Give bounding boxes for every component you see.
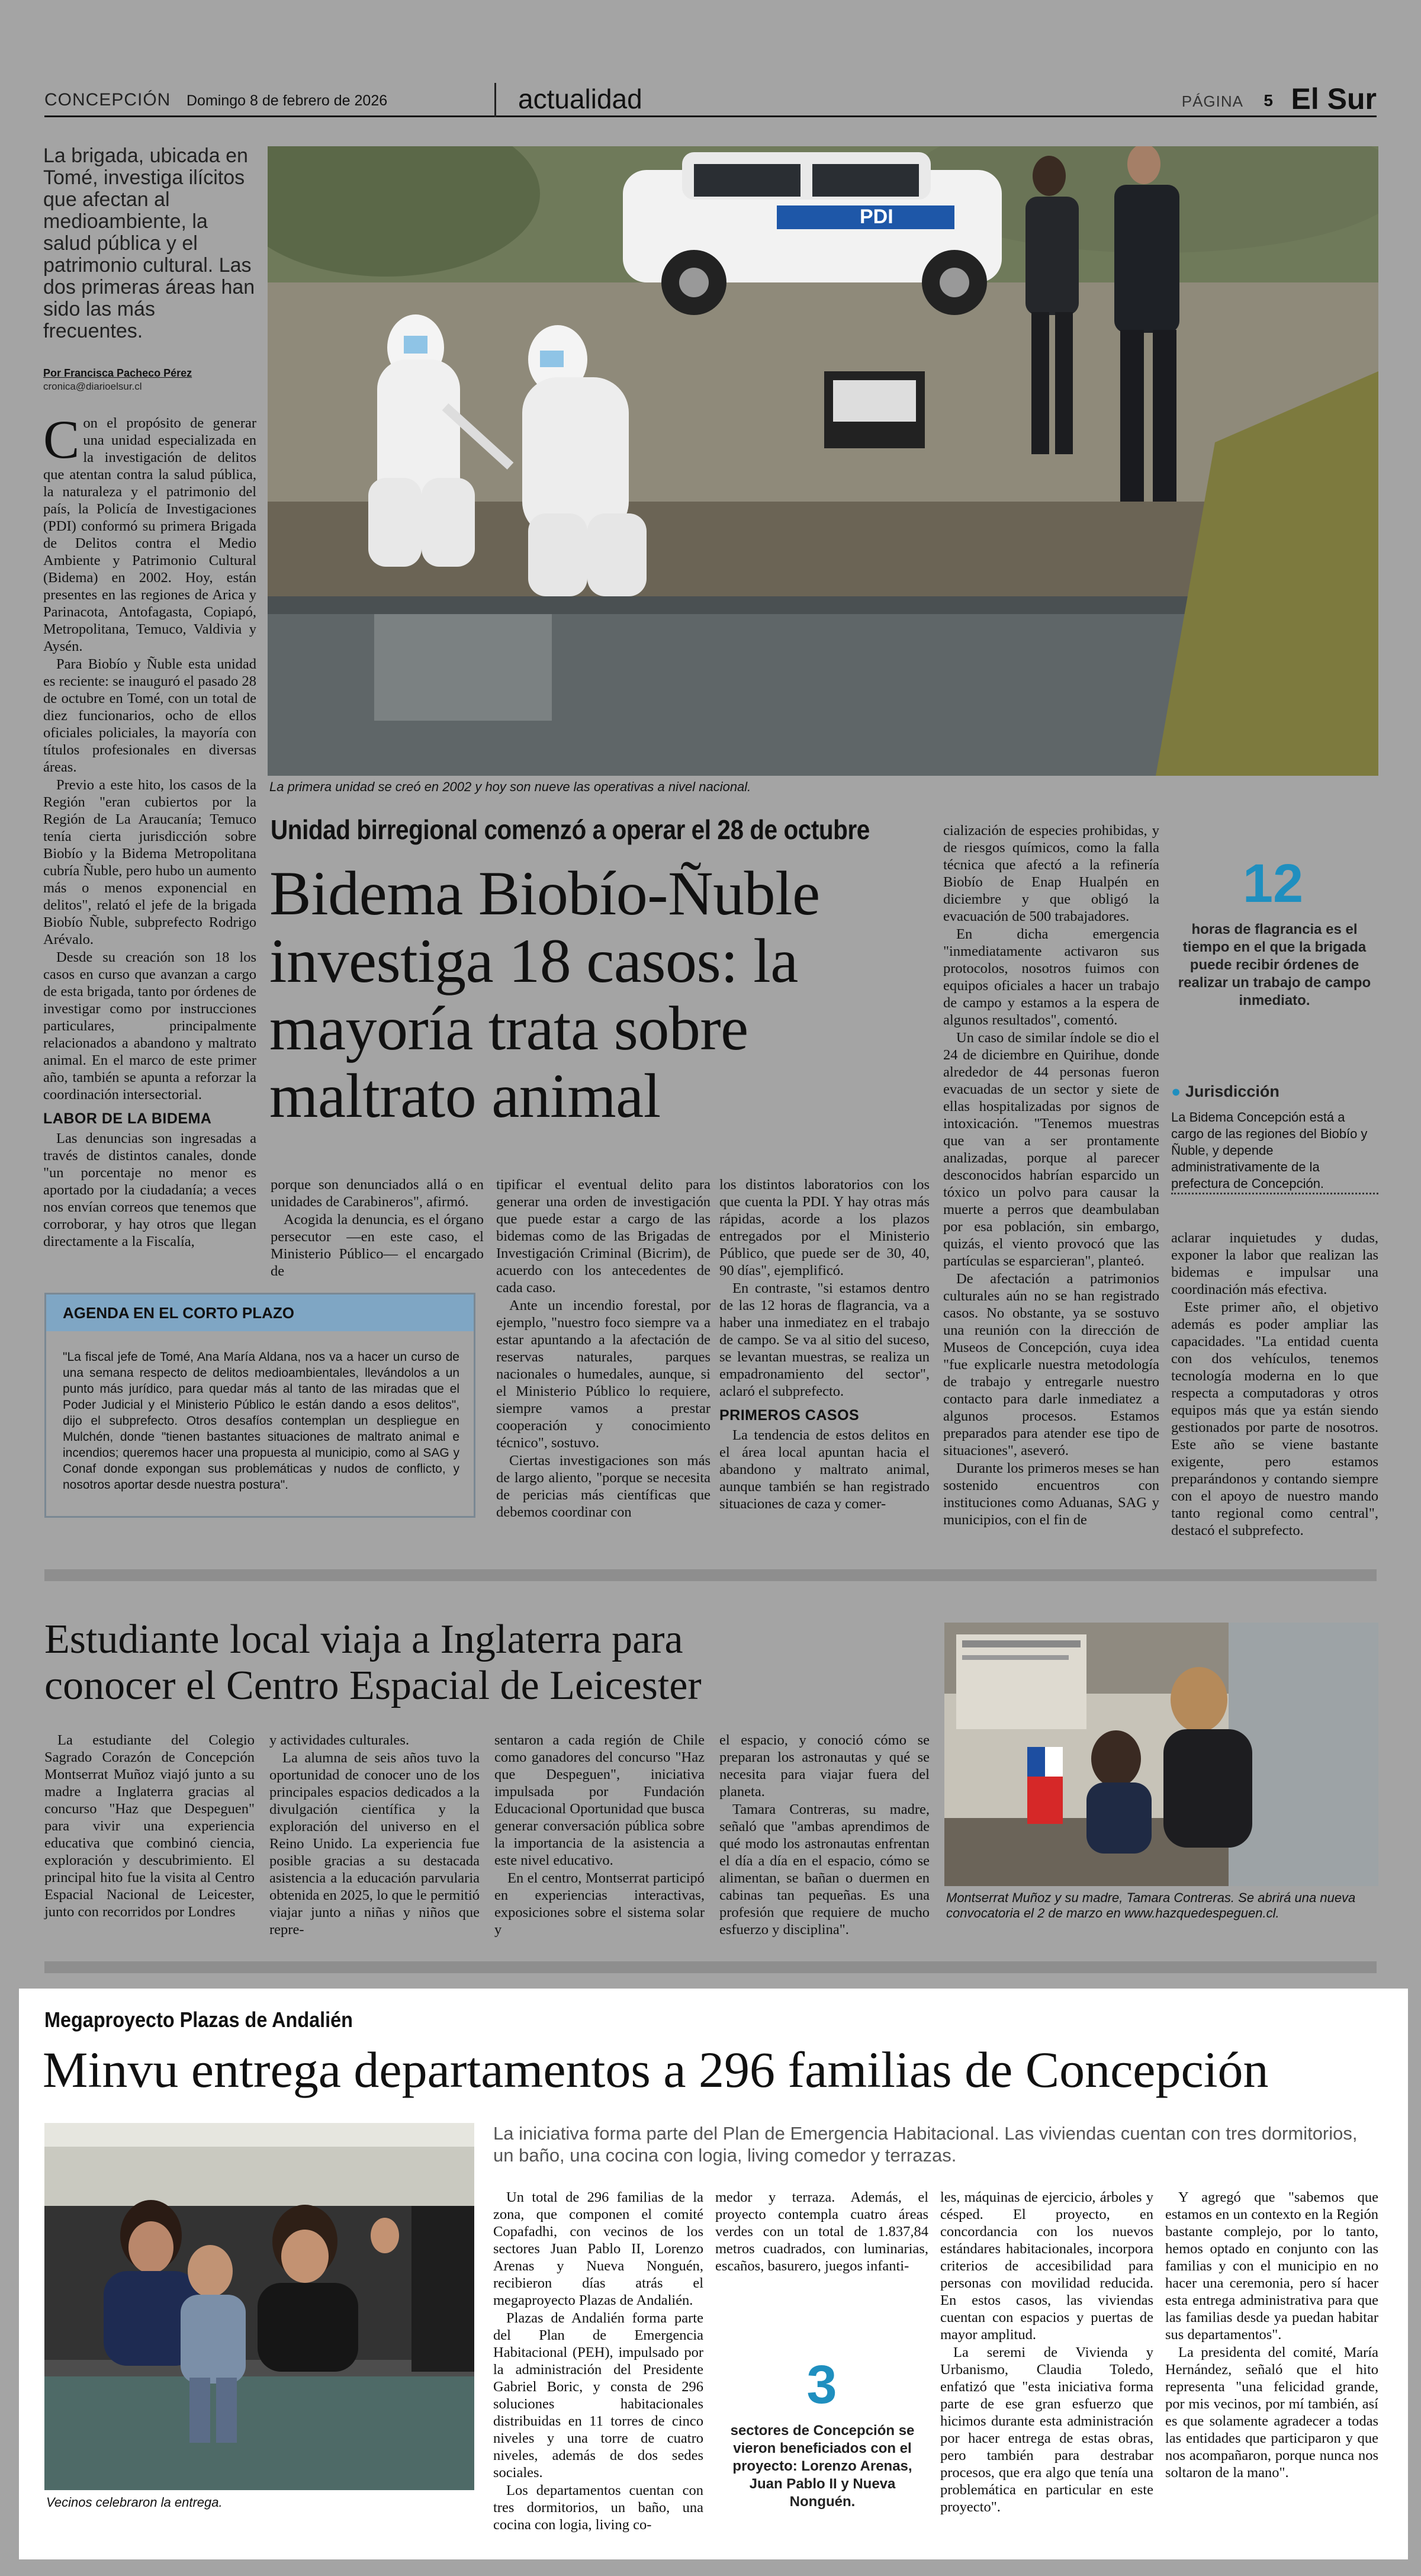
article2-column-2: y actividades culturales. La alumna de seis años tuvo la oportunidad de conocer uno de los principales espacios dedicados a la divulgación científica y la exploración del universo en el Reino Unido. La experiencia fue posible gracias a su destacada asistencia a la educación parvularia obtenida en 2025, lo que le permitió viajar junto a niñas y niños que repre-	[269, 1732, 480, 1938]
page-number: 5	[1264, 91, 1273, 110]
bullet-icon: ●	[1171, 1083, 1181, 1100]
main-photo	[268, 146, 1378, 776]
stat-number-12: 12	[1242, 853, 1304, 914]
masthead	[44, 82, 1377, 117]
jurisdiction-heading: ● Jurisdicción	[1171, 1083, 1279, 1100]
article2-title: Estudiante local viaja a Inglaterra para conocer el Centro Espacial de Leicester	[44, 1617, 702, 1708]
article3-title: Minvu entrega departamentos a 296 familias de Concepción	[43, 2041, 1269, 2098]
article3-column-4: Y agregó que "sabemos que estamos en un contexto en la Región bastante complejo, por lo tanto, hemos optado en conjunto con las familias y con el municipio en no hacer una ceremonia, pero sí hacer esta entrega administrativa para que las familias desde ya puedan habitar sus departamentos". La presidenta del comité, María Hernández, señaló que el hito representa "una felicidad grande, por mis vecinos, por mí también, así es que solamente agradecer a todas las entidades que participaron y que nos acompañaron, porque nunca nos soltaron de la mano".	[1165, 2189, 1378, 2481]
subhead-primeros: PRIMEROS CASOS	[719, 1407, 860, 1424]
section-divider-1	[44, 1569, 1377, 1581]
agenda-text: "La fiscal jefe de Tomé, Ana María Aldana, nos va a hacer un curso de una semana respecto de delitos medioambientales, llevándolos a un punto más jurídico, para quedar más al tanto de las miradas que el Poder Judicial y el Ministerio Público le están dando a esos delitos", dijo el subprefecto. Otros desafíos contemplan un despliegue en Mulchén, donde "tienen bastantes situaciones de maltrato animal e incendios; queremos hacer una propuesta al municipio, como al SAG y Conaf donde expongan sus problemáticas y nudos de conflicto, y nosotros aportar desde nuestra postura".	[63, 1350, 459, 1492]
article2-photo	[944, 1623, 1378, 1886]
main-photo-caption: La primera unidad se creó en 2002 y hoy son nueve las operativas a nivel nacional.	[269, 779, 751, 794]
article2-column-1: La estudiante del Colegio Sagrado Corazón de Concepción Montserrat Muñoz viajó junto a su madre a Inglaterra gracias al concurso "Haz que Despeguen" para vivir una experiencia educativa que combinó ciencia, exploración y descubrimiento. El principal hito fue la visita al Centro Espacial Nacional de Leicester, junto con recorridos por Londres	[44, 1732, 255, 1920]
svg-text:PDI: PDI	[860, 205, 893, 228]
article3-column-3: les, máquinas de ejercicio, árboles y césped. El proyecto, en concordancia con los nuevos estándares habitacionales, incorpora criterios de accesibilidad para personas con movilidad reducida. En estos casos, las viviendas cuentan con espacios y puertas de mayor amplitud. La seremi de Vivienda y Urbanismo, Claudia Toledo, enfatizó que "esta iniciativa forma parte de ese gran esfuerzo que hicimos durante esta administración por hacer entrega de estas obras, pero también para destrabar procesos, que era algo que tenía una problemática en particular en este proyecto".	[940, 2189, 1153, 2515]
article1-kicker: Unidad birregional comenzó a operar el 28 de octubre	[271, 814, 870, 845]
article2-column-4: el espacio, y conoció cómo se preparan los astronautas y qué se necesita para viajar fuera del planeta. Tamara Contreras, su madre, señaló que "ambas aprendimos de qué modo los astronautas enfrentan el día a día en el espacio, cómo se alimentan, se bañan o duermen en cabinas tan pequeñas. Es una profesión que requiere de mucho esfuerzo y disciplina".	[719, 1732, 930, 1938]
drop-cap: C	[43, 409, 80, 470]
agenda-box	[44, 1293, 475, 1518]
masthead-date: Domingo 8 de febrero de 2026	[187, 92, 388, 109]
article3-photo-caption: Vecinos celebraron la entrega.	[46, 2495, 223, 2510]
agenda-title: AGENDA EN EL CORTO PLAZO	[46, 1295, 474, 1331]
section-name: actualidad	[518, 83, 642, 114]
article2-photo-caption: Montserrat Muñoz y su madre, Tamara Contreras. Se abrirá una nueva convocatoria el 2 de marzo en www.hazquedespeguen.cl.	[946, 1890, 1356, 1920]
article3-kicker: Megaproyecto Plazas de Andalién	[44, 2008, 353, 2032]
article1-column-6: aclarar inquietudes y dudas, exponer la labor que realizan las bidemas e impulsar una coordinación más efectiva. Este primer año, el objetivo además es poder ampliar las capacidades. "La entidad cuenta con dos vehículos, tenemos tecnología moderna en lo que respecta a computadoras y otros equipos más que ya están siendo gestionados por parte de nosotros. Este año se viene bastante exigente, pero estamos preparándonos y contando siempre con el apoyo de nuestro mando tanto regional como central", destacó el subprefecto.	[1171, 1230, 1378, 1538]
masthead-divider	[494, 83, 496, 117]
byline-email: cronica@diarioelsur.cl	[43, 381, 142, 392]
page-label: PÁGINA	[1181, 92, 1243, 110]
article3-column-2: medor y terraza. Además, el proyecto contempla cuatro áreas verdes con un total de 1.837,84 metros cuadrados, con luminarias, escaños, basurero, juegos infanti-	[715, 2189, 928, 2274]
article3-photo	[44, 2123, 474, 2490]
jurisdiction-divider	[1171, 1193, 1378, 1194]
article3-column-1: Un total de 296 familias de la zona, que componen el comité Copafadhi, con vecinos de los sectores Juan Pablo II, Lorenzo Arenas y Nueva Nonguén, recibieron días atrás el megaproyecto Plazas de Andalién. Plazas de Andalién forma parte del Plan de Emergencia Habitacional (PEH), impulsado por la administración del Presidente Gabriel Boric, y consta de 296 soluciones habitacionales distribuidas en 11 torres de cinco niveles y una torre de cuatro niveles, además de dos sedes sociales. Los departamentos cuentan con tres dormitorios, un baño, una cocina con logia, living co-	[493, 2189, 703, 2533]
article2-column-3: sentaron a cada región de Chile como ganadores del concurso "Haz que Despeguen", iniciativa impulsada por Fundación Educacional Oportunidad que busca generar conversación pública sobre la importancia de la asistencia a este nivel educativo. En el centro, Montserrat participó en experiencias interactivas, exposiciones sobre el sistema solar y	[494, 1732, 705, 1938]
jurisdiction-text: La Bidema Concepción está a cargo de las regiones del Biobío y Ñuble, y depende administrativamente de la prefectura de Concepción.	[1171, 1110, 1368, 1191]
article1-column-5: cialización de especies prohibidas, y de riesgos químicos, como la falla técnica que afectó a la refinería Biobío de Enap Hualpén en diciembre y que obligó la evacuación de 500 trabajadores. En dicha emergencia "inmediatamente activaron sus protocolos, nosotros fuimos con equipos oficiales a hacer un trabajo de campo y estamos a la espera de algunos resultados", comentó. Un caso de similar índole se dio el 24 de diciembre en Quirihue, donde alrededor de 44 personas fueron evacuadas de un sector y siete de ellas hospitalizadas por signos de intoxicación. "Tenemos muestras que van a ser prontamente analizadas, porque al parecer desconocidos habrían esparcido un tóxico un polvo para causar la muerte a perros que deambulaban por esa población, sin embargo, quizás, el viento provocó que las partículas se esparcieran", planteó. De afectación a patrimonios culturales aún no se han registrado casos. No obstante, ya se sostuvo una reunión con la dirección de Museos de Concepción, cuya idea "fue explicarle nuestra metodología de trabajo y entregarle nuestro contacto para darle inmediatez a algunos procesos. Estamos preparados para atender ese tipo de situaciones", aseveró. Durante los primeros meses se han sostenido encuentros con instituciones como Aduanas, SAG y municipios, con el fin de	[943, 823, 1159, 1528]
stat-number-3: 3	[806, 2355, 837, 2415]
article1-column-1: Con el propósito de generar una unidad especializada en la investigación de delitos que atentan contra la salud pública, la naturaleza y el patrimonio del país, la Policía de Investigaciones (PDI) conformó su primera Brigada de Delitos contra el Medio Ambiente y Patrimonio Cultural (Bidema) en 2002. Hoy, están presentes en las regiones de Arica y Parinacota, Antofagasta, Copiapó, Metropolitana, Temuco, Valdivia y Aysén. Para Biobío y Ñuble esta unidad es reciente: se inauguró el pasado 28 de octubre en Tomé, con un total de diez funcionarios, ocho de ellos oficiales policiales, la mayoría con títulos profesionales en diversas áreas. Previo a este hito, los casos de la Región "eran cubiertos por la Región de La Araucanía; Temuco tenía cierta jurisdicción sobre Biobío y la Bidema Metropolitana cubría Ñuble, pero hubo un aumento más o menos exponencial en delitos", relató el jefe de la brigada Biobío Ñuble, subprefecto Rodrigo Arévalo. Desde su creación son 18 los casos en curso que avanzan a cargo de esta brigada, tanto por órdenes de investigar como por instrucciones particulares, principalmente relacionados a abandono y maltrato animal. En el marco de este primer año, también se apunta a reforzar la coordinación intersectorial. LABOR DE LA BIDEMA Las denuncias son ingresadas a través de distintos canales, donde "un porcentaje no menor es aportado por la ciudadanía; a veces nos envían correos que tenemos que corroborar, y hay otros que llegan directamente a la Fiscalía,	[43, 409, 256, 1250]
article3-lead: La iniciativa forma parte del Plan de Emergencia Habitacional. Las viviendas cuentan con tres dormitorios, un baño, una cocina con logia, living comedor y terrazas.	[493, 2123, 1358, 2166]
article1-column-2: porque son denunciados allá o en unidades de Carabineros", afirmó. Acogida la denuncia, es el órgano persecutor —en este caso, el Ministerio Público— el encargado de	[271, 1177, 484, 1279]
article1-column-3: tipificar el eventual delito para generar una orden de investigación que puede estar a cargo de las bidemas como de las Brigadas de Investigación Criminal (Bicrim), de acuerdo con los antecedentes de cada caso. Ante un incendio forestal, por ejemplo, "nuestro foco siempre va a estar apuntando a la afectación de reservas naturales, parques nacionales o humedales, aunque, si el Ministerio Público lo requiere, siempre vamos a prestar cooperación y conocimiento técnico", sostuvo. Ciertas investigaciones son más de largo aliento, "porque se necesita de pericias más científicas que debemos coordinar con	[496, 1177, 710, 1520]
stat-text-12: horas de flagrancia es el tiempo en el que la brigada puede recibir órdenes de realizar un trabajo de campo inmediato.	[1178, 921, 1371, 1008]
newspaper-logo: El Sur	[1291, 82, 1377, 115]
article1-lead: La brigada, ubicada en Tomé, investiga ilícitos que afectan al medioambiente, la salud pública y el patrimonio cultural. Las dos primeras áreas han sido las más frecuentes.	[43, 144, 255, 342]
byline: Por Francisca Pacheco Pérez	[43, 367, 192, 379]
stat-text-3: sectores de Concepción se vieron beneficiados con el proyecto: Lorenzo Arenas, Juan Pablo II y Nueva Nonguén.	[730, 2423, 915, 2510]
subhead-labor: LABOR DE LA BIDEMA	[43, 1110, 212, 1127]
article1-column-4: los distintos laboratorios con los que cuenta la PDI. Y hay otras más rápidas, acorde a los plazos entregados por el Ministerio Público, que puede ser de 30, 40, 90 días", ejemplificó. En contraste, "si estamos dentro de las 12 horas de flagrancia, va a haber una inmediatez en el trabajo de campo. Se va al sitio del suceso, se levantan muestras, se realiza un empadronamiento del sector", aclaró el subprefecto. PRIMEROS CASOS La tendencia de estos delitos en el área local apuntan hacia el abandono y maltrato animal, aunque también se han registrado situaciones de caza y comer-	[719, 1177, 930, 1512]
masthead-city: CONCEPCIÓN	[44, 90, 171, 110]
section-divider-2	[44, 1961, 1377, 1973]
article1-title: Bidema Biobío-Ñuble investiga 18 casos: la mayoría trata sobre maltrato animal	[269, 859, 820, 1130]
